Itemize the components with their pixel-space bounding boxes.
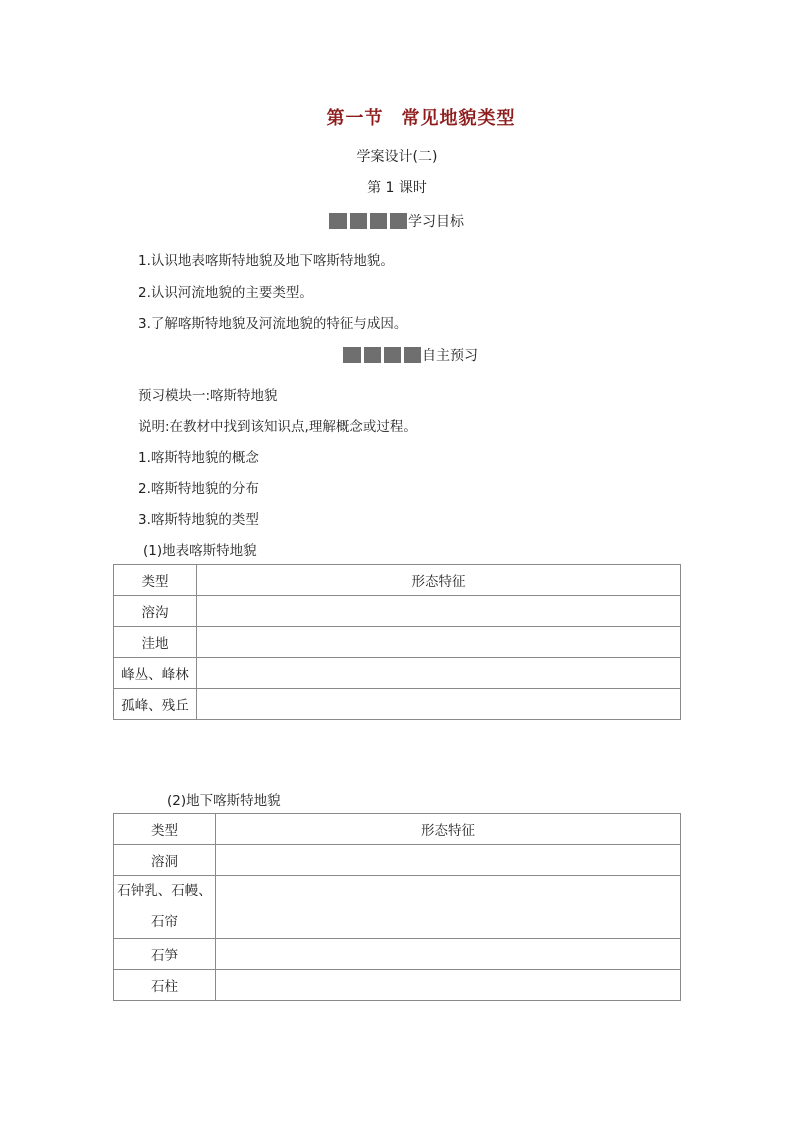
goals-label: 学习目标 <box>408 213 464 230</box>
underground-karst-table <box>113 813 681 1001</box>
row-feature-cell[interactable] <box>216 970 681 1001</box>
goal-item: 2.认识河流地貌的主要类型。 <box>138 285 313 301</box>
table-row <box>114 845 681 876</box>
table1-caption: (1)地表喀斯特地貌 <box>143 543 257 559</box>
row-type: 溶沟 <box>114 596 197 627</box>
row-feature-cell[interactable] <box>197 689 681 720</box>
row-type <box>114 845 216 876</box>
row-type: 孤峰、残丘 <box>114 689 197 720</box>
table-row <box>114 596 681 627</box>
row-type-label: 石笋 <box>151 948 178 964</box>
row-type: 洼地 <box>114 627 197 658</box>
header-type: 类型 <box>114 565 197 596</box>
row-type-label: 石柱 <box>151 979 178 995</box>
preview-badge <box>343 345 478 364</box>
goal-item: 3.了解喀斯特地貌及河流地貌的特征与成因。 <box>138 316 408 332</box>
row-feature-cell[interactable] <box>216 939 681 970</box>
header-feature: 形态特征 <box>197 565 681 596</box>
row-type <box>114 939 216 970</box>
preview-module: 预习模块一:喀斯特地貌 <box>138 388 278 404</box>
table-row <box>114 689 681 720</box>
badge-blocks <box>329 213 407 229</box>
header-type: 类型 <box>114 814 216 845</box>
table-row <box>114 627 681 658</box>
goal-item: 1.认识地表喀斯特地貌及地下喀斯特地貌。 <box>138 253 394 269</box>
preview-note: 说明:在教材中找到该知识点,理解概念或过程。 <box>138 419 417 435</box>
preview-item: 1.喀斯特地貌的概念 <box>138 450 259 466</box>
table-header-row <box>114 565 681 596</box>
table-row <box>114 939 681 970</box>
table2-caption: (2)地下喀斯特地貌 <box>167 793 281 809</box>
subtitle: 学案设计(二) <box>356 149 438 165</box>
table-row <box>114 658 681 689</box>
section-title: 常见地貌类型 <box>401 108 516 129</box>
row-type <box>114 876 216 939</box>
row-type: 峰丛、峰林 <box>114 658 197 689</box>
row-type <box>114 970 216 1001</box>
row-type-label: 溶洞 <box>151 854 178 870</box>
surface-karst-table <box>113 564 681 720</box>
row-type-label: 石钟乳、石幔、 <box>117 883 212 899</box>
table-header-row <box>114 814 681 845</box>
header-feature: 形态特征 <box>216 814 681 845</box>
row-feature-cell[interactable] <box>216 845 681 876</box>
lesson-label: 第 1 课时 <box>367 180 427 196</box>
row-feature-cell[interactable] <box>197 596 681 627</box>
goals-badge <box>329 211 464 230</box>
table-row <box>114 876 681 939</box>
table-row <box>114 970 681 1001</box>
page-title <box>0 104 794 130</box>
row-feature-cell[interactable] <box>197 658 681 689</box>
preview-label: 自主预习 <box>422 347 478 364</box>
row-feature-cell[interactable] <box>216 876 681 939</box>
preview-item: 3.喀斯特地貌的类型 <box>138 512 259 528</box>
preview-item: 2.喀斯特地貌的分布 <box>138 481 259 497</box>
badge-blocks <box>343 347 421 363</box>
row-type-label: 石帘 <box>151 914 178 930</box>
row-feature-cell[interactable] <box>197 627 681 658</box>
section-number: 第一节 <box>326 108 384 129</box>
